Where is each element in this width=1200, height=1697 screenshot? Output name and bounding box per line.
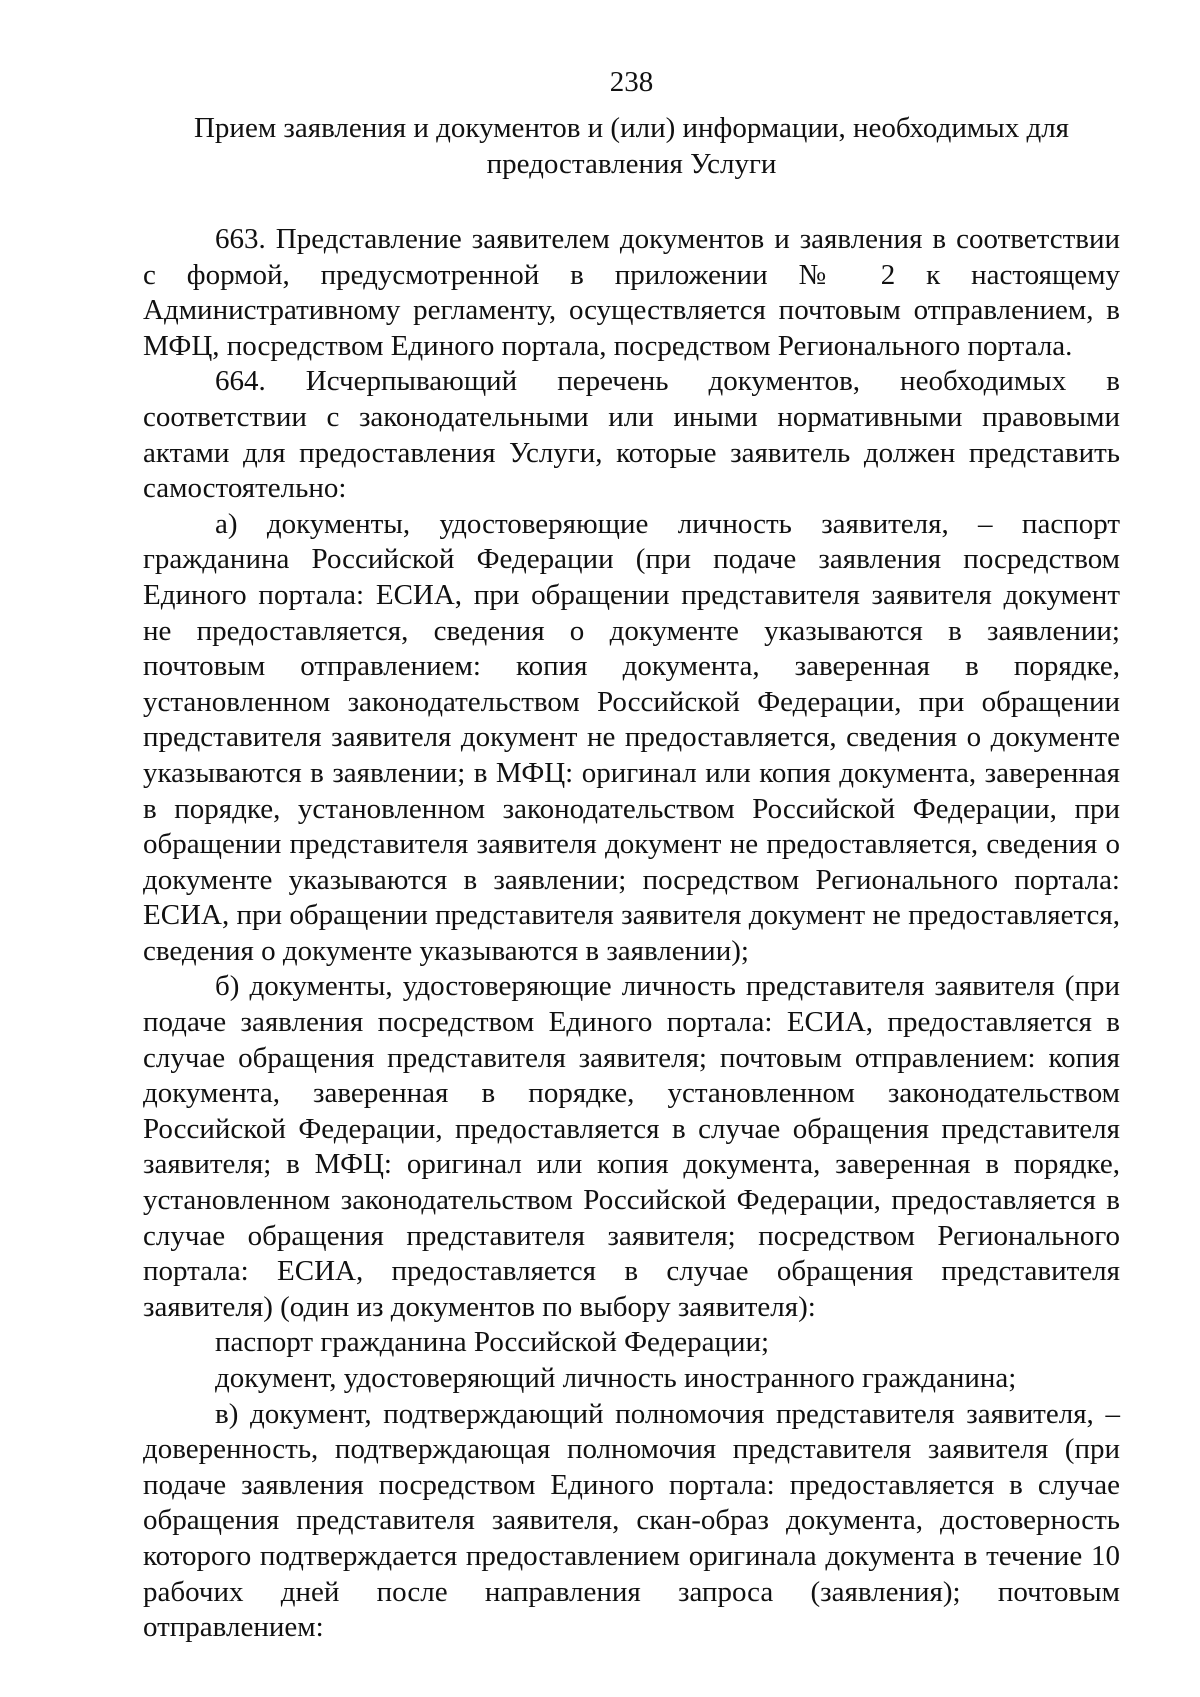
section-title: Прием заявления и документов и (или) информации, необходимых для предоставления Услуги <box>193 112 1070 180</box>
paragraph-item-v: в) документ, подтверждающий полномочия представителя заявителя, – доверенность, подтверждающая полномочия представителя заявителя (при подаче заявления посредством Единого портала: предоставляется в случае обращения представителя заявителя, скан-образ документа, достоверность которого подтверждается предоставлением оригинала документа в течение 10 рабочих дней после направления запроса (заявления); почтовым отправлением: <box>143 1397 1120 1644</box>
document-page <box>143 64 1120 1646</box>
paragraph-664: 664. Исчерпывающий перечень документов, необходимых в соответствии с законодательными или иными нормативными правовыми актами для предоставления Услуги, которые заявитель должен представить самостоятельно: <box>143 365 1120 505</box>
list-item-foreign-id: документ, удостоверяющий личность иностранного гражданина; <box>215 1362 1017 1394</box>
list-item-passport: паспорт гражданина Российской Федерации; <box>215 1326 770 1359</box>
page-number: 238 <box>609 66 654 98</box>
paragraph-item-b: б) документы, удостоверяющие личность представителя заявителя (при подаче заявления посредством Единого портала: ЕСИА, предоставляется в случае обращения представителя заявителя; почтовым отправлением: копия документа, заверенная в порядке, установленном законодательством Российской Федерации, предоставляется в случае обращения представителя заявителя; в МФЦ: оригинал или копия документа, заверенная в порядке, установленном законодательством Российской Федерации, предоставляется в случае обращения представителя заявителя; посредством Регионального портала: ЕСИА, предоставляется в случае обращения представителя заявителя) (один из документов по выбору заявителя): <box>143 970 1120 1323</box>
paragraph-item-a: а) документы, удостоверяющие личность заявителя, – паспорт гражданина Российской Федерации (при подаче заявления посредством Единого портала: ЕСИА, при обращении представителя заявителя документ не предоставляется, сведения о документе указываются в заявлении; почтовым отправлением: копия документа, заверенная в порядке, установленном законодательством Российской Федерации, при обращении представителя заявителя документ не предоставляется, сведения о документе указываются в заявлении; в МФЦ: оригинал или копия документа, заверенная в порядке, установленном законодательством Российской Федерации, при обращении представителя заявителя документ не предоставляется, сведения о документе указываются в заявлении; посредством Регионального портала: ЕСИА, при обращении представителя заявителя документ не предоставляется, сведения о документе указываются в заявлении); <box>143 507 1120 967</box>
paragraph-663: 663. Представление заявителем документов и заявления в соответствии с формой, предусмотренной в приложении № 2 к настоящему Административному регламенту, осуществляется почтовым отправлением, в МФЦ, посредством Единого портала, посредством Регионального портала. <box>143 223 1120 362</box>
